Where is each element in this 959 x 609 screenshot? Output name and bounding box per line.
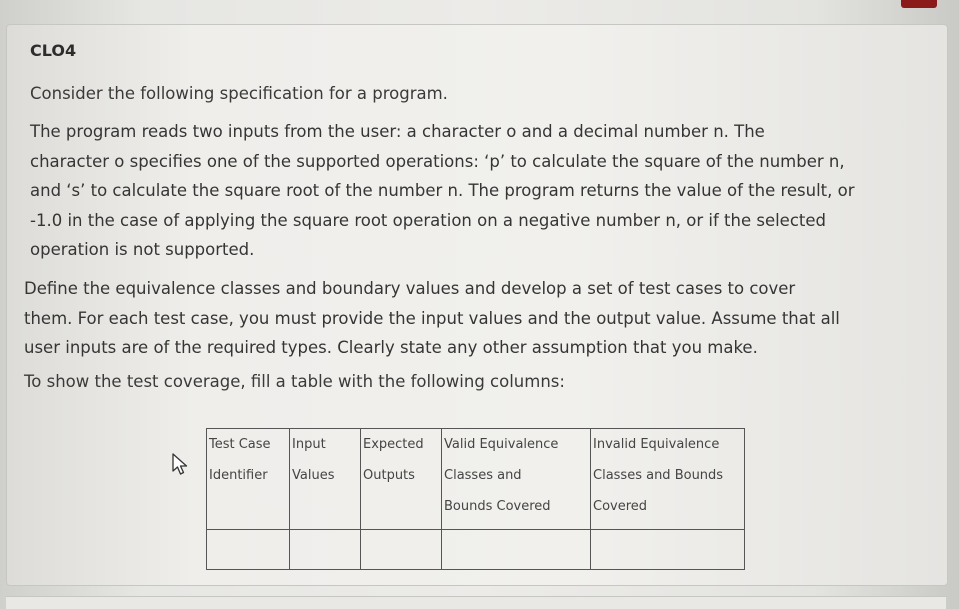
header-text: Covered <box>593 499 648 514</box>
header-text: Expected <box>363 437 424 452</box>
test-coverage-table <box>206 428 745 570</box>
header-text: Test Case <box>209 437 271 452</box>
header-text: Classes and Bounds <box>593 468 724 483</box>
window-corner-tab <box>901 0 937 8</box>
task-line: user inputs are of the required types. Clearly state any other assumption that you make. <box>24 338 758 357</box>
table-cell <box>361 530 442 570</box>
spec-line: -1.0 in the case of applying the square root operation on a negative number n, or if the selected <box>30 210 826 230</box>
column-expected-outputs <box>361 429 442 530</box>
table-cell <box>207 530 290 570</box>
task-line: them. For each test case, you must provide the input values and the output value. Assume that all <box>24 308 840 328</box>
intro-paragraph: Consider the following specification for a program. <box>30 84 448 103</box>
column-input-values <box>290 429 361 530</box>
header-text: Invalid Equivalence <box>593 437 720 452</box>
header-text: Outputs <box>363 468 415 483</box>
header-text: Classes and <box>444 468 522 483</box>
table-cell <box>442 530 591 570</box>
header-text: Bounds Covered <box>444 499 551 514</box>
spec-line: and ‘s’ to calculate the square root of the number n. The program returns the value of the result, or <box>30 181 855 200</box>
table-header-row <box>207 429 745 530</box>
header-text: Values <box>292 468 335 483</box>
table-cell <box>591 530 745 570</box>
question-heading: CLO4 <box>30 41 77 60</box>
spec-line: operation is not supported. <box>30 240 255 259</box>
task-paragraph <box>24 274 840 363</box>
mouse-pointer-icon <box>170 452 192 476</box>
column-valid-equivalence <box>442 429 591 530</box>
column-test-case-identifier <box>207 429 290 530</box>
header-text: Input <box>292 437 326 452</box>
table-row <box>207 530 745 570</box>
table-cell <box>290 530 361 570</box>
next-panel-edge <box>6 596 946 609</box>
specification-paragraph <box>30 117 855 265</box>
table-intro: To show the test coverage, fill a table with the following columns: <box>24 372 565 391</box>
column-invalid-equivalence <box>591 429 745 530</box>
spec-line: The program reads two inputs from the user: a character o and a decimal number n. The <box>30 122 765 141</box>
header-text: Valid Equivalence <box>444 437 559 452</box>
task-line: Define the equivalence classes and boundary values and develop a set of test cases to cover <box>24 279 796 298</box>
spec-line: character o specifies one of the supported operations: ‘p’ to calculate the square of the number n, <box>30 151 845 171</box>
header-text: Identifier <box>209 468 268 483</box>
